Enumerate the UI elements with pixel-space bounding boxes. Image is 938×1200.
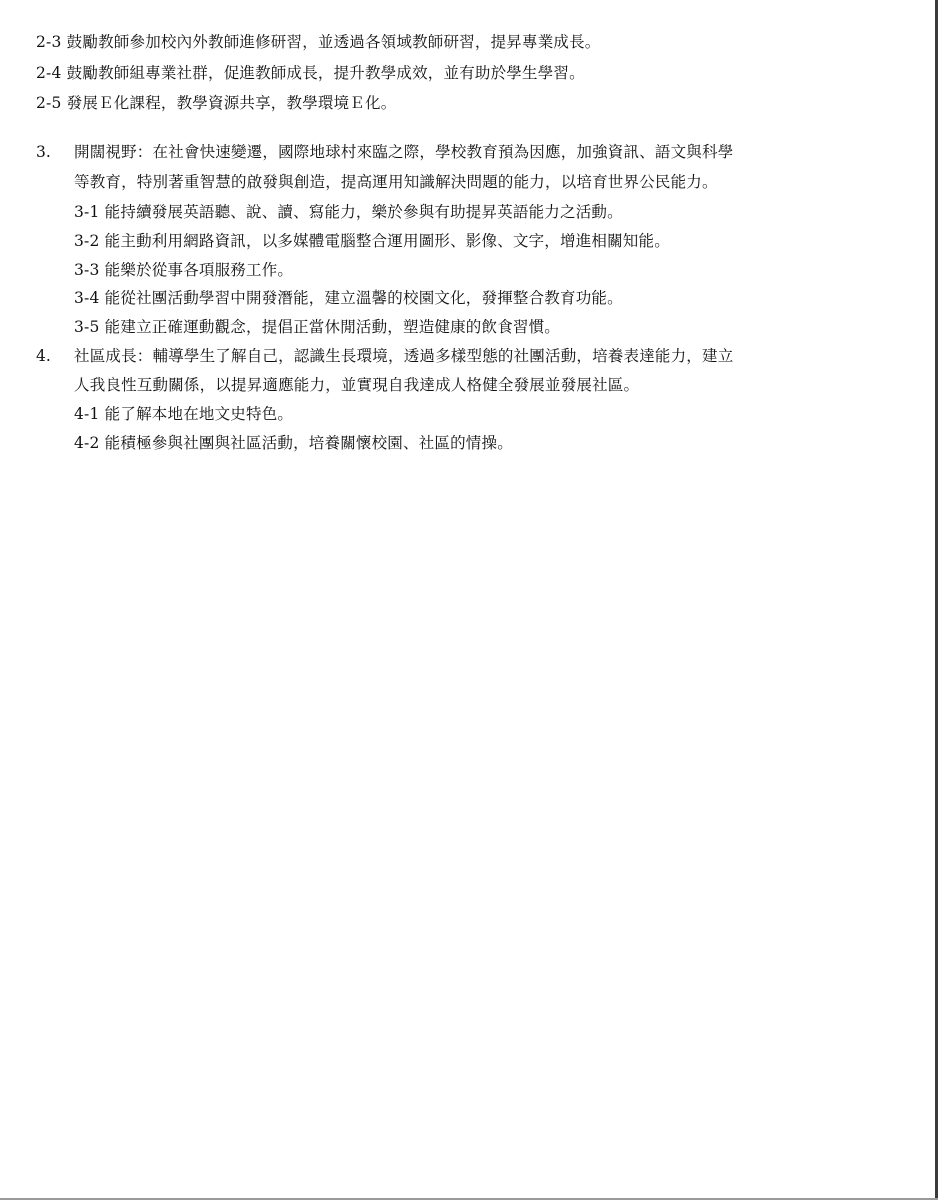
objective-3-4: 3-4 能從社團活動學習中開發潛能，建立溫馨的校園文化，發揮整合教育功能。 <box>74 289 623 307</box>
section-3-heading: 開闊視野：在社會快速變遷，國際地球村來臨之際，學校教育預為因應，加強資訊、語文與科學 <box>74 143 734 161</box>
section-4-heading: 社區成長：輔導學生了解自己，認識生長環境，透過多樣型態的社團活動，培養表達能力，建立 <box>74 347 734 365</box>
section-4-heading-cont: 人我良性互動關係，以提昇適應能力，並實現自我達成人格健全發展並發展社區。 <box>74 376 640 394</box>
objective-3-5: 3-5 能建立正確運動觀念，提倡正當休閒活動，塑造健康的飲食習慣。 <box>74 318 560 336</box>
section-4-number: 4. <box>36 347 51 365</box>
objective-2-3: 2-3 鼓勵教師參加校內外教師進修研習，並透過各領域教師研習，提昇專業成長。 <box>36 33 601 51</box>
objective-2-5: 2-5 發展Ｅ化課程，教學資源共享，教學環境Ｅ化。 <box>36 94 397 112</box>
section-3-heading-cont: 等教育，特別著重智慧的啟發與創造，提高運用知識解決問題的能力，以培育世界公民能力。 <box>74 173 718 191</box>
section-3-number: 3. <box>36 143 51 161</box>
objective-4-1: 4-1 能了解本地在地文史特色。 <box>74 405 294 423</box>
objective-3-2: 3-2 能主動利用網路資訊，以多媒體電腦整合運用圖形、影像、文字，增進相關知能。 <box>74 232 670 250</box>
objective-2-4: 2-4 鼓勵教師組專業社群，促進教師成長，提升教學成效，並有助於學生學習。 <box>36 64 585 82</box>
objective-3-1: 3-1 能持續發展英語聽、說、讀、寫能力，樂於參與有助提昇英語能力之活動。 <box>74 203 623 221</box>
objective-4-2: 4-2 能積極參與社團與社區活動，培養關懷校園、社區的情操。 <box>74 434 513 452</box>
objective-3-3: 3-3 能樂於從事各項服務工作。 <box>74 261 294 279</box>
